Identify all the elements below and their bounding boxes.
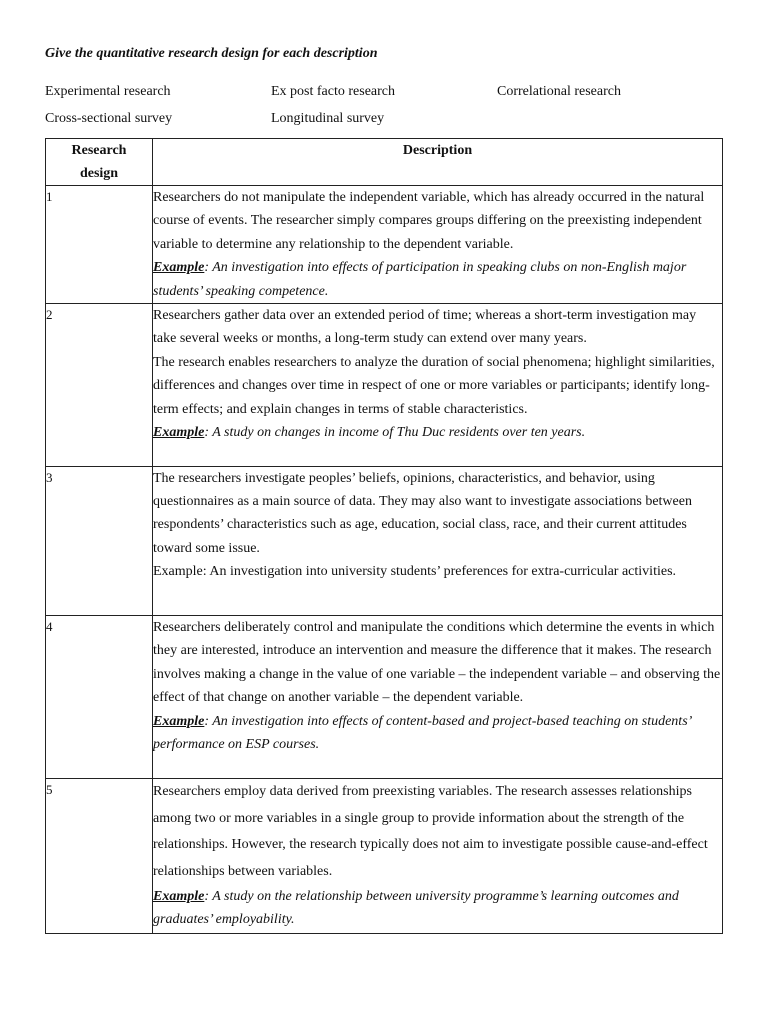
option-ex-post-facto: Ex post facto research (271, 84, 395, 99)
example-label: Example (153, 425, 205, 441)
description-paragraph: Researchers deliberately control and manipulate the conditions which determine the events in which they are interested, introduce an intervention and measure the difference that it makes. The research involves making a change in the value of one variable – the independent variable – and observing the effect of that change on another variable – the dependent variable. (153, 620, 721, 706)
row-description (153, 304, 723, 467)
table-row (46, 304, 723, 467)
example-text: : A study on changes in income of Thu Duc residents over ten years. (204, 425, 586, 441)
example-label: Example (153, 889, 205, 905)
example-line (153, 710, 722, 757)
row-description (153, 467, 723, 616)
table-header-row (46, 139, 723, 186)
row-number: 3 (46, 467, 153, 616)
description-paragraph: Researchers gather data over an extended period of time; whereas a short-term investigation may take several weeks or months, a long-term study can extend over many years. (153, 308, 697, 347)
option-longitudinal: Longitudinal survey (271, 111, 385, 126)
description-paragraph: The researchers investigate peoples’ beliefs, opinions, characteristics, and behavior, using questionnaires as a main source of data. They may also want to investigate associations between respondents’ characteristics such as age, education, social class, race, and their current attitudes toward some issue. (153, 471, 692, 556)
row-description (153, 779, 723, 934)
instruction-heading: Give the quantitative research design for each description (45, 46, 378, 61)
option-cross-sectional: Cross-sectional survey (45, 111, 173, 126)
example-label: Example (153, 260, 205, 276)
option-correlational: Correlational research (497, 84, 621, 99)
example-line: Example: An investigation into university students’ preferences for extra-curricular activities. (153, 563, 677, 579)
header-design-line1: Research (71, 143, 127, 158)
row-number: 5 (46, 779, 153, 934)
example-line (153, 256, 722, 303)
table-row (46, 467, 723, 616)
example-line (153, 885, 722, 931)
header-description: Description (153, 139, 723, 186)
table-row (46, 779, 723, 934)
table-row (46, 186, 723, 304)
row-number: 1 (46, 186, 153, 304)
header-design-line2: design (79, 166, 119, 181)
research-design-table (45, 138, 723, 934)
description-paragraph: The research enables researchers to analyze the duration of social phenomena; highlight similarities, differences and changes over time in respect of one or more variables or participants; identify long-term effects; and explain changes in terms of stable characteristics. (153, 354, 715, 417)
example-text: : An investigation into effects of content-based and project-based teaching on students’ performance on ESP courses. (153, 713, 691, 753)
description-paragraph: Researchers do not manipulate the independent variable, which has already occurred in the natural course of events. The researcher simply compares groups differing on the preexisting independent variable to determine any relationship to the dependent variable. (153, 190, 705, 252)
example-text: : An investigation into effects of participation in speaking clubs on non-English major students’ speaking competence. (153, 260, 687, 299)
row-description (153, 616, 723, 779)
table-row (46, 616, 723, 779)
row-description (153, 186, 723, 304)
row-number: 2 (46, 304, 153, 467)
description-paragraph: Researchers employ data derived from preexisting variables. The research assesses relationships among two or more variables in a single group to provide information about the strength of the relationships. However, the research typically does not aim to investigate possible cause-and-effect relationships between variables. (153, 784, 708, 879)
example-label: Example (153, 713, 205, 729)
example-text: : A study on the relationship between university programme’s learning outcomes and graduates’ employability. (153, 889, 679, 928)
option-experimental: Experimental research (45, 84, 171, 99)
example-line (153, 421, 722, 444)
row-number: 4 (46, 616, 153, 779)
header-research-design (46, 139, 153, 186)
